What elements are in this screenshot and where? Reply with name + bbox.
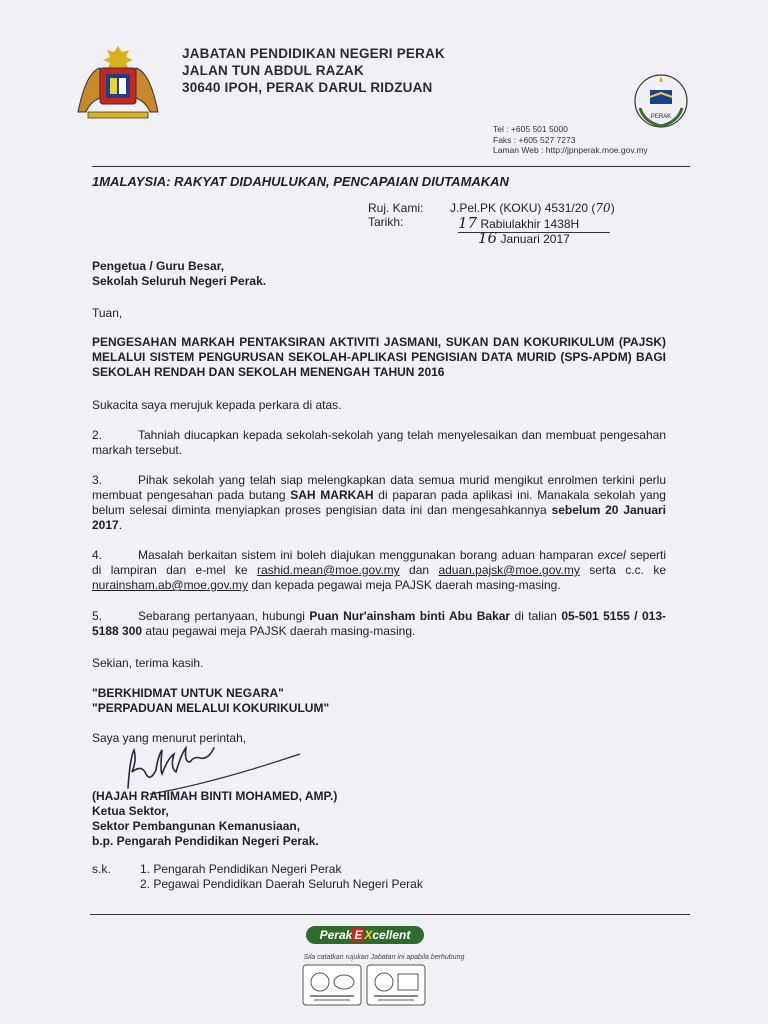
slogan-1: "BERKHIDMAT UNTUK NEGARA" xyxy=(92,686,284,700)
iso-certification-badge-icon xyxy=(302,964,362,1006)
footer-divider xyxy=(90,914,690,915)
header-line-3: 30640 IPOH, PERAK DARUL RIDZUAN xyxy=(182,80,433,95)
hijri-date-text: Rabiulakhir 1438H xyxy=(480,217,580,231)
paragraph-2-number: 2. xyxy=(92,428,103,442)
iso-certification-badge-2-icon xyxy=(366,964,426,1006)
emblem-label: PERAK xyxy=(650,114,672,120)
cc-item-1: 1. Pengarah Pendidikan Negeri Perak xyxy=(140,862,342,876)
signatory-name: (HAJAH RAHIMAH BINTI MOHAMED, AMP.) xyxy=(92,789,338,803)
brand-word-perak: Perak xyxy=(319,928,353,942)
footer-note: Sila catatkan rujukan Jabatan ini apabila berhubung xyxy=(303,954,465,961)
signatory-title-2: Sektor Pembangunan Kemanusiaan, xyxy=(92,819,301,833)
paragraph-5-text-a: Sebarang pertanyaan, hubungi xyxy=(138,609,310,623)
cc-item-2: 2. Pegawai Pendidikan Daerah Seluruh Negeri Perak xyxy=(140,877,423,891)
ref-value xyxy=(450,201,615,215)
paragraph-4 xyxy=(92,548,666,593)
paragraph-5-text-c: atau pegawai meja PAJSK daerah masing-masing. xyxy=(142,624,416,638)
website-text: Laman Web : http://jpnperak.moe.gov.my xyxy=(493,145,648,155)
paragraph-5-number: 5. xyxy=(92,609,103,623)
recipient-line-1: Pengetua / Guru Besar, xyxy=(92,259,225,273)
brand-letter-e: E xyxy=(354,928,363,942)
sah-markah-text: SAH MARKAH xyxy=(290,488,374,502)
signatory-title-1: Ketua Sektor, xyxy=(92,804,169,818)
email-link-rashid[interactable]: rashid.mean@moe.gov.my xyxy=(256,563,400,577)
motto: 1MALAYSIA: RAKYAT DIDAHULUKAN, PENCAPAIAN DIUTAMAKAN xyxy=(92,174,509,189)
paragraph-2-text: Tahniah diucapkan kepada sekolah-sekolah yang telah menyelesaikan dan membuat pengesahan markah tersebut. xyxy=(92,428,666,457)
paragraph-3-text-b: di paparan pada aplikasi ini. Manakala sekolah yang belum selesai diminta menyiapkan proses pengisian data ini dan mengesahkannya xyxy=(92,488,666,517)
ref-handwritten-number: 70 xyxy=(595,201,611,215)
closing-text: Sekian, terima kasih. xyxy=(92,656,204,670)
cc-label: s.k. xyxy=(92,862,111,876)
signatory-title-3: b.p. Pengarah Pendidikan Negeri Perak. xyxy=(92,834,319,848)
intro-paragraph: Sukacita saya merujuk kepada perkara di atas. xyxy=(92,398,342,412)
paragraph-5-text-b: di talian xyxy=(510,609,562,623)
header-line-1: JABATAN PENDIDIKAN NEGERI PERAK xyxy=(182,46,445,61)
salutation: Tuan, xyxy=(92,306,123,320)
tel-text: Tel : +605 501 5000 xyxy=(493,124,568,134)
order-text: Saya yang menurut perintah, xyxy=(92,731,247,745)
email-link-aduan[interactable]: aduan.pajsk@moe.gov.my xyxy=(438,563,580,577)
paragraph-2 xyxy=(92,428,666,458)
gregorian-day-handwritten: 16 xyxy=(478,229,498,247)
paragraph-4-text-c: dan xyxy=(399,563,439,577)
fax-text: Faks : +605 527 7273 xyxy=(493,134,576,145)
malaysia-coat-of-arms-icon xyxy=(68,42,168,122)
gregorian-date xyxy=(478,229,570,247)
jpn-perak-emblem-icon xyxy=(632,72,690,130)
ref-close: ) xyxy=(610,201,615,215)
brand-word-cellent: cellent xyxy=(372,928,411,942)
email-link-nurainsham[interactable]: nurainsham.ab@moe.gov.my xyxy=(92,578,249,592)
contact-info xyxy=(493,124,648,156)
subject-heading: PENGESAHAN MARKAH PENTAKSIRAN AKTIVITI JASMANI, SUKAN DAN KOKURIKULUM (PAJSK) MELALUI SISTEM PENGURUSAN SEKOLAH-APLIKASI PENGISIAN DATA MURID (SPS-APDM) BAGI SEKOLAH RENDAH DAN SEKOLAH MENENGAH TAHUN 2016 xyxy=(92,335,666,379)
slogans xyxy=(92,686,666,716)
paragraph-4-text-e: dan kepada pegawai meja PAJSK daerah masing-masing. xyxy=(248,578,561,592)
paragraph-5 xyxy=(92,609,666,639)
deadline-text: sebelum 20 Januari 2017 xyxy=(92,503,667,532)
ref-label: Ruj. Kami: xyxy=(368,201,424,215)
date-label: Tarikh: xyxy=(368,215,404,229)
recipient xyxy=(92,259,666,289)
paragraph-4-text-b: seperti di lampiran dan e-mel ke xyxy=(92,548,666,577)
hijri-day-handwritten: 17 xyxy=(458,214,478,232)
paragraph-4-text-d: serta c.c. ke xyxy=(579,563,666,577)
brand-letter-x: X xyxy=(364,928,373,942)
phone-numbers-text: 05-501 5155 / 013-5188 300 xyxy=(92,609,666,638)
paragraph-4-text-a: Masalah berkaitan sistem ini boleh diajukan menggunakan borang aduan hamparan xyxy=(138,548,598,562)
signatory-block xyxy=(92,789,666,849)
contact-person-text: Puan Nur'ainsham binti Abu Bakar xyxy=(309,609,511,623)
header-line-2: JALAN TUN ABDUL RAZAK xyxy=(182,63,364,78)
slogan-2: "PERPADUAN MELALUI KOKURIKULUM" xyxy=(92,701,330,715)
perak-excellent-logo xyxy=(306,926,424,944)
ref-number: J.Pel.PK (KOKU) 4531/20 ( xyxy=(450,201,596,215)
paragraph-3 xyxy=(92,473,666,533)
paragraph-3-text-a: Pihak sekolah yang telah siap melengkapkan data semua murid mengikut enrolmen terkini perlu membuat pengesahan pada butang xyxy=(92,473,666,502)
paragraph-3-number: 3. xyxy=(92,473,103,487)
paragraph-4-number: 4. xyxy=(92,548,103,562)
gregorian-date-text: Januari 2017 xyxy=(500,232,570,246)
excel-text: excel xyxy=(597,548,626,562)
cc-items xyxy=(140,862,560,892)
department-header xyxy=(182,45,445,96)
header-divider xyxy=(92,166,690,167)
paragraph-3-text-c: . xyxy=(118,518,123,532)
recipient-line-2: Sekolah Seluruh Negeri Perak. xyxy=(92,274,267,288)
